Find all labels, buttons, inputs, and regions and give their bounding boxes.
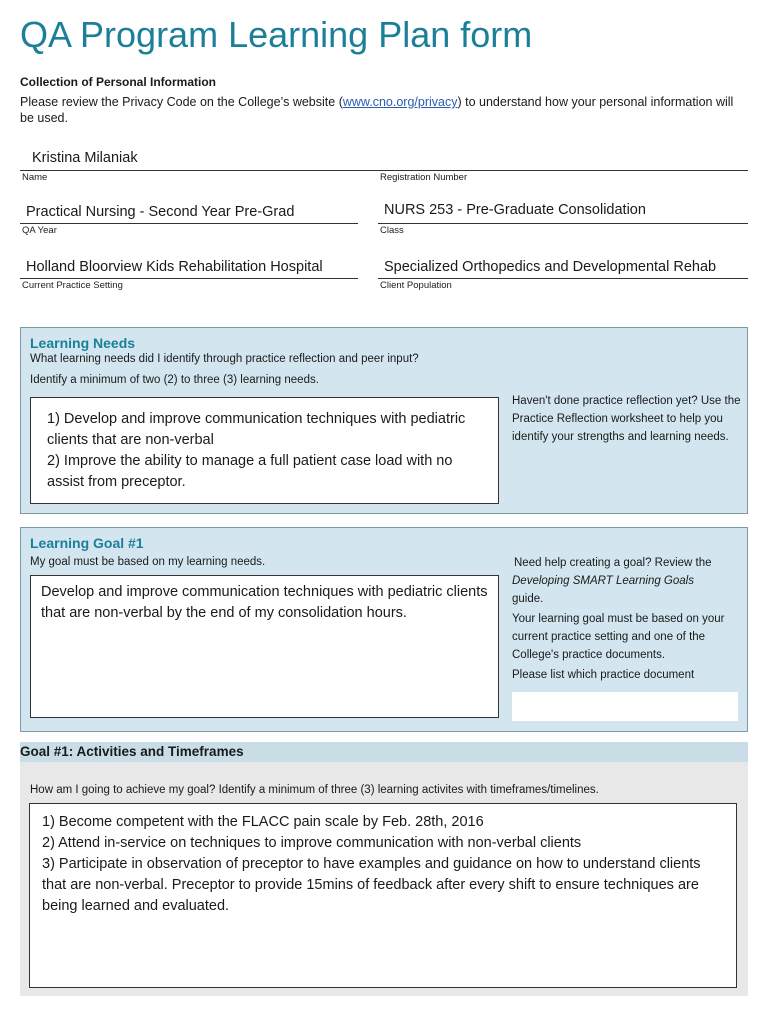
client-population-label: Client Population [380, 280, 452, 291]
learning-needs-input[interactable] [30, 397, 499, 504]
activities-input[interactable] [29, 803, 737, 988]
registration-field[interactable] [378, 124, 748, 170]
learning-goal-prompt: My goal must be based on my learning needs. [30, 556, 266, 568]
smart-goals-guide-title: Developing SMART Learning Goals [512, 575, 694, 587]
privacy-heading: Collection of Personal Information [20, 75, 217, 89]
privacy-text-after: ) to understand how your personal information will be used. [20, 95, 734, 125]
qa-year-value: Practical Nursing - Second Year Pre-Grad [26, 204, 295, 220]
qa-year-label: QA Year [22, 225, 57, 236]
practice-setting-value: Holland Bloorview Kids Rehabilitation Hospital [26, 259, 323, 275]
learning-goal-title: Learning Goal #1 [30, 535, 144, 551]
registration-label: Registration Number [380, 172, 468, 183]
class-field[interactable] [378, 178, 748, 236]
activity-1: 1) Become competent with the FLACC pain scale by Feb. 28th, 2016 [42, 814, 484, 830]
learning-needs-panel [20, 327, 748, 514]
privacy-link[interactable]: www.cno.org/privacy [342, 95, 458, 109]
learning-needs-side-note: Haven't done practice reflection yet? Use the Practice Reflection worksheet to help you identify your strengths and learning needs. [512, 395, 741, 443]
learning-needs-prompt-1: What learning needs did I identify through practice reflection and peer input? [30, 353, 419, 365]
client-population-line [378, 278, 748, 279]
practice-setting-label: Current Practice Setting [22, 280, 123, 291]
learning-needs-prompt-2: Identify a minimum of two (2) to three (3) learning needs. [30, 374, 319, 386]
practice-setting-line [20, 278, 358, 279]
activity-2: 2) Attend in-service on techniques to improve communication with non-verbal clients [42, 835, 582, 851]
goal-help-guide: guide. [512, 593, 544, 605]
name-field[interactable] [20, 124, 358, 170]
learning-goal-panel [20, 527, 748, 732]
name-line [20, 170, 748, 171]
class-line [378, 223, 748, 224]
practice-setting-field[interactable] [20, 233, 358, 291]
activities-header [20, 742, 748, 762]
activities-title: Goal #1: Activities and Timeframes [20, 744, 244, 759]
learning-goal-input[interactable] [30, 575, 499, 718]
client-population-value: Specialized Orthopedics and Developmental Rehab [384, 259, 717, 275]
name-value: Kristina Milaniak [32, 150, 138, 166]
activity-3: 3) Participate in observation of preceptor to have examples and guidance on how to understand clients that are non-verbal. Preceptor to provide 15mins of feedback after every shift to ensure techniques are being learned and evaluated. [42, 856, 701, 914]
page-title: QA Program Learning Plan form [20, 14, 533, 55]
learning-needs-title: Learning Needs [30, 335, 136, 351]
learning-need-1: 1) Develop and improve communication techniques with pediatric clients that are non-verbal [47, 411, 466, 448]
practice-document-input[interactable] [512, 692, 738, 721]
client-population-field[interactable] [378, 233, 748, 291]
class-value: NURS 253 - Pre-Graduate Consolidation [384, 202, 646, 218]
name-label: Name [22, 172, 48, 183]
privacy-notice [20, 94, 740, 126]
qa-year-field[interactable] [20, 178, 358, 236]
goal-help-note [512, 554, 742, 684]
activities-panel [20, 762, 748, 996]
class-label: Class [380, 225, 404, 236]
learning-goal-answer: Develop and improve communication techniques with pediatric clients that are non-verbal by the end of my consolidation hours. [41, 584, 488, 621]
learning-need-2: 2) Improve the ability to manage a full patient case load with no assist from preceptor. [47, 453, 453, 490]
activities-prompt: How am I going to achieve my goal? Identify a minimum of three (3) learning activites with timeframes/timelines. [30, 784, 599, 796]
qa-year-line [20, 223, 358, 224]
goal-rule-note: Your learning goal must be based on your current practice setting and one of the College's practice documents. [512, 613, 725, 661]
practice-document-label: Please list which practice document [512, 669, 695, 681]
goal-help-line: Need help creating a goal? Review the [514, 557, 712, 569]
privacy-text-before: Please review the Privacy Code on the College’s website ( [20, 95, 343, 109]
